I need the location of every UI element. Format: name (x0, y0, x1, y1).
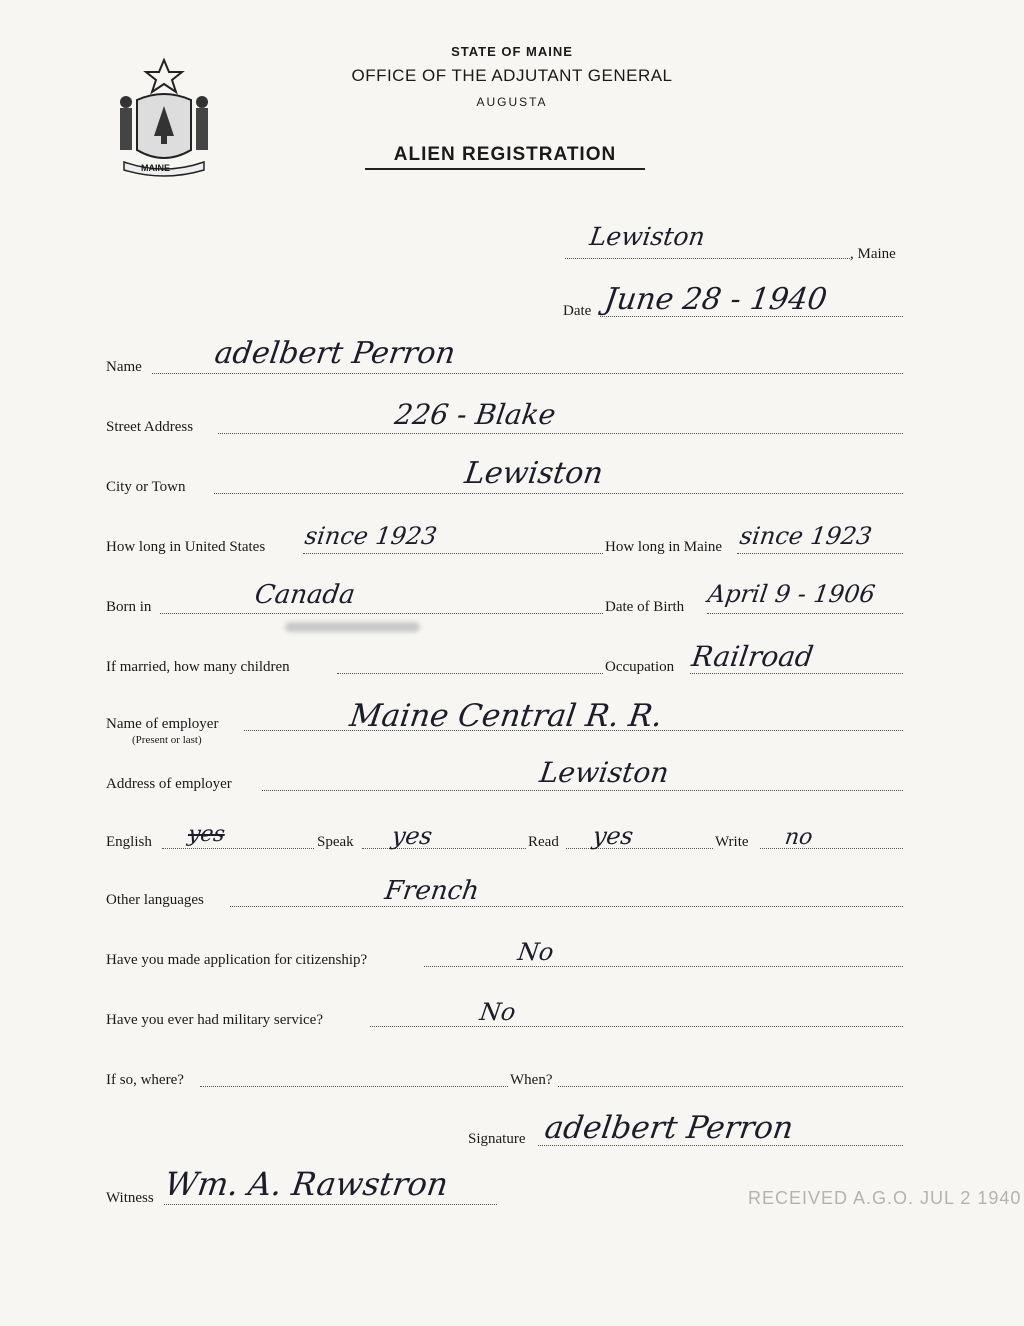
witness-value: Wm. A. Rawstron (162, 1165, 451, 1203)
read-label: Read (528, 834, 559, 850)
employer-sublabel: (Present or last) (132, 734, 202, 746)
date-value: June 28 - 1940 (602, 282, 830, 317)
street-value: 226 - Blake (392, 398, 558, 431)
born-in-label: Born in (106, 599, 152, 615)
other-languages-value: French (382, 876, 482, 906)
when-label: When? (510, 1072, 553, 1088)
received-stamp: RECEIVED A.G.O. JUL 2 1940 (748, 1188, 1022, 1208)
place-value: Lewiston (587, 222, 707, 251)
children-label: If married, how many children (106, 659, 290, 675)
city-heading: AUGUSTA (476, 95, 548, 109)
employer-address-label: Address of employer (106, 776, 232, 792)
in-us-value: since 1923 (303, 522, 439, 550)
born-in-value: Canada (252, 580, 357, 610)
in-maine-label: How long in Maine (605, 539, 723, 555)
seal-label: MAINE (141, 163, 170, 173)
english-value: yes (186, 822, 227, 847)
english-label: English (106, 834, 152, 850)
where-label: If so, where? (106, 1072, 184, 1088)
page-title: ALIEN REGISTRATION (365, 144, 645, 170)
birth-date-label: Date of Birth (605, 599, 685, 615)
occupation-value: Railroad (689, 640, 816, 673)
signature-value: adelbert Perron (542, 1110, 796, 1146)
other-languages-label: Other languages (106, 892, 204, 908)
name-value: adelbert Perron (212, 336, 458, 371)
employer-address-value: Lewiston (537, 756, 671, 789)
speak-label: Speak (317, 834, 354, 850)
military-label: Have you ever had military service? (106, 1012, 323, 1028)
birth-date-value: April 9 - 1906 (706, 580, 877, 608)
write-label: Write (715, 834, 749, 850)
ink-smudge (285, 622, 420, 632)
signature-label: Signature (468, 1131, 526, 1147)
occupation-label: Occupation (605, 659, 675, 675)
read-value: yes (591, 822, 636, 850)
date-label: Date (563, 303, 592, 319)
write-value: no (783, 825, 815, 850)
in-us-label: How long in United States (106, 539, 266, 555)
military-value: No (478, 998, 518, 1026)
city-label: City or Town (106, 479, 186, 495)
state-heading: STATE OF MAINE (451, 44, 573, 59)
office-heading: OFFICE OF THE ADJUTANT GENERAL (351, 66, 673, 85)
street-label: Street Address (106, 419, 194, 435)
employer-value: Maine Central R. R. (347, 698, 665, 734)
citizenship-label: Have you made application for citizenship? (106, 952, 368, 968)
place-suffix: , Maine (850, 246, 896, 262)
witness-label: Witness (106, 1190, 154, 1206)
citizenship-value: No (516, 938, 556, 966)
employer-label: Name of employer (106, 716, 219, 732)
speak-value: yes (390, 822, 435, 850)
in-maine-value: since 1923 (738, 522, 874, 550)
name-label: Name (106, 359, 142, 375)
city-value: Lewiston (462, 456, 606, 491)
